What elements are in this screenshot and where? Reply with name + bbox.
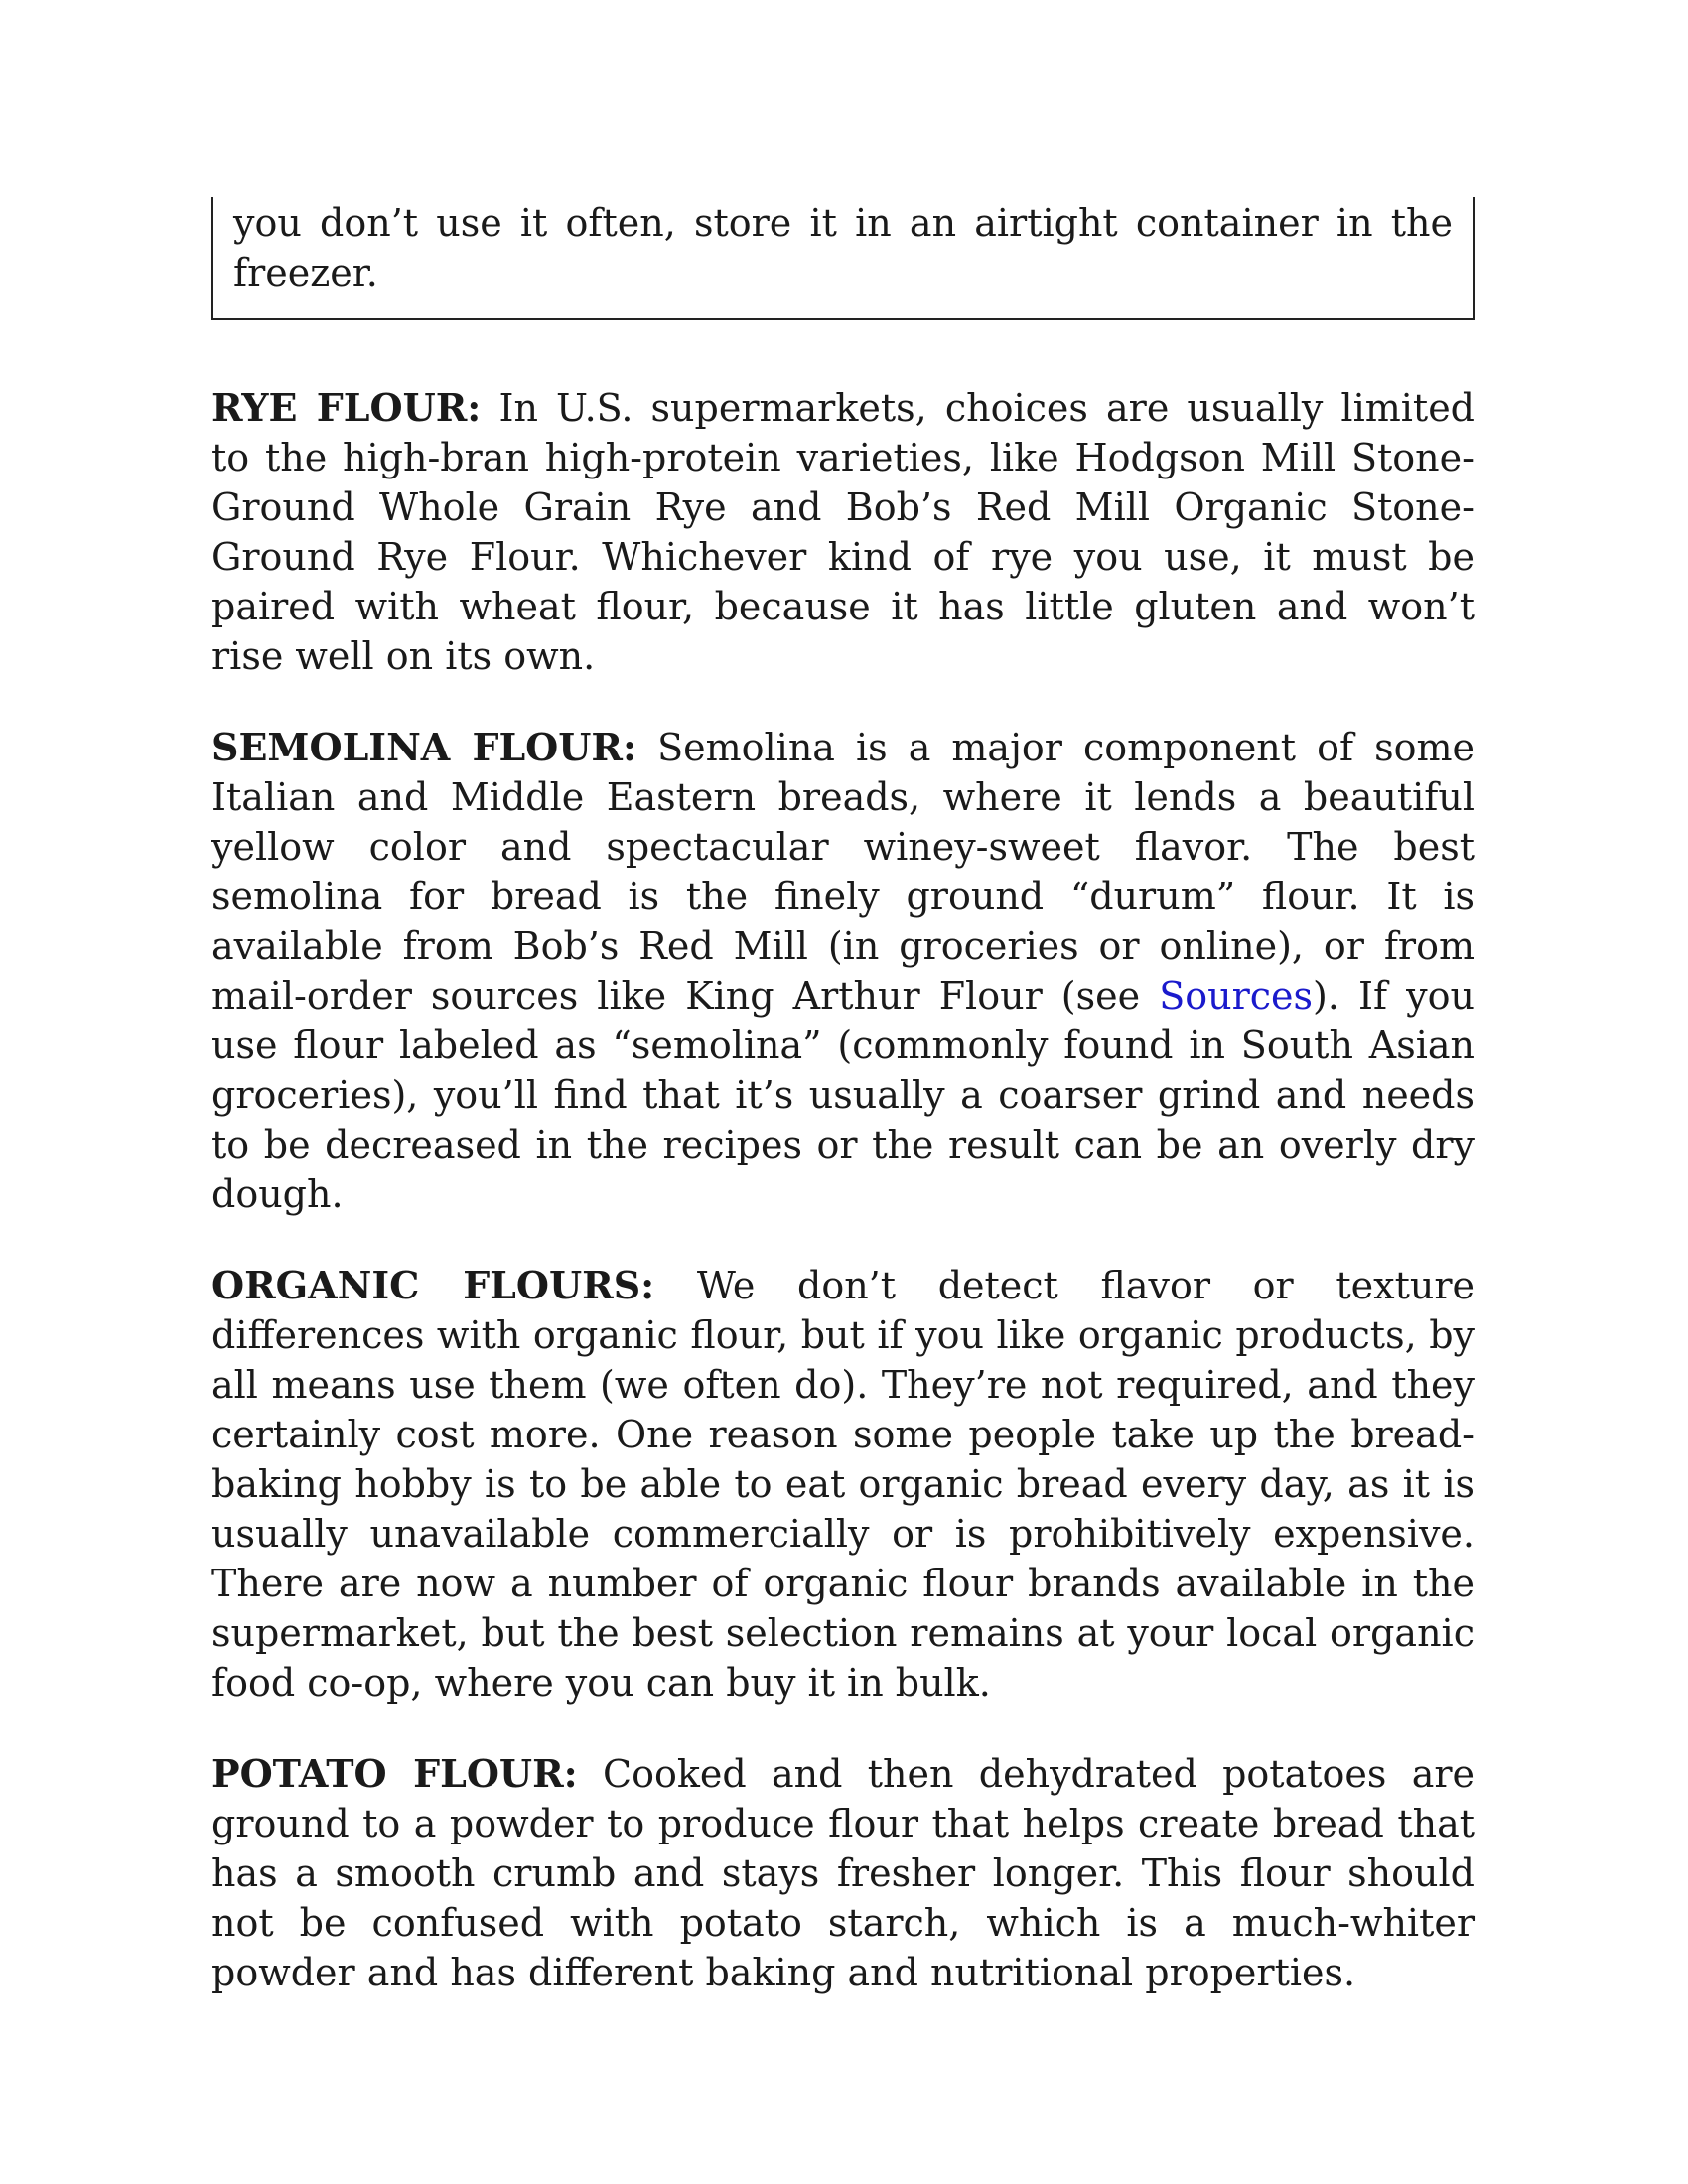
flour-entries xyxy=(211,383,1475,2039)
sources-link[interactable]: Sources xyxy=(1159,974,1314,1018)
entry-body: Cooked and then dehydrated potatoes are ground to a powder to produce flour that helps create bread that has a smooth crumb and stays fresher longer. This flour should not be confused with potato starch, which is a much-whiter powder and has different baking and nutritional properties. xyxy=(211,1752,1475,1994)
entry-potato-flour xyxy=(211,1749,1475,1997)
entry-rye-flour xyxy=(211,383,1475,681)
entry-body: In U.S. supermarkets, choices are usually limited to the high-bran high-protein varieties, like Hodgson Mill Stone-Ground Whole Grain Rye and Bob’s Red Mill Organic Stone-Ground Rye Flour. Whichever kind of rye you use, it must be paired with wheat flour, because it has little gluten and won’t rise well on its own. xyxy=(211,386,1476,678)
sidebar-text: you don’t use it often, store it in an airtight container in the freezer. xyxy=(233,202,1453,295)
entry-body: We don’t detect flavor or texture differences with organic flour, but if you like organic products, by all means use them (we often do). They’re not required, and they certainly cost more. One reason some people take up the bread-baking hobby is to be able to eat organic bread every day, as it is usually unavailable commercially or is prohibitively expensive. There are now a number of organic flour brands available in the supermarket, but the best selection remains at your local organic food co-op, where you can buy it in bulk. xyxy=(211,1264,1475,1705)
entry-term: SEMOLINA FLOUR: xyxy=(211,725,637,769)
sidebar-box-continued xyxy=(211,197,1475,320)
entry-term: POTATO FLOUR: xyxy=(211,1751,578,1796)
entry-body: Semolina is a major component of some Italian and Middle Eastern breads, where it lends a beautiful yellow color and spectacular winey-sweet flavor. The best semolina for bread is the finely ground “durum” flour. It is available from Bob’s Red Mill (in groceries or online), or from mail-order sources like King Arthur Flour (see xyxy=(211,726,1475,1018)
entry-body-continued: ). If you use flour labeled as “semolina” (commonly found in South Asian groceries), you’ll find that it’s usually a coarser grind and needs to be decreased in the recipes or the result can be an overly dry dough. xyxy=(211,974,1475,1216)
entry-semolina-flour xyxy=(211,723,1475,1219)
entry-organic-flours xyxy=(211,1261,1475,1707)
entry-term: ORGANIC FLOURS: xyxy=(211,1263,655,1307)
entry-term: RYE FLOUR: xyxy=(211,385,482,430)
